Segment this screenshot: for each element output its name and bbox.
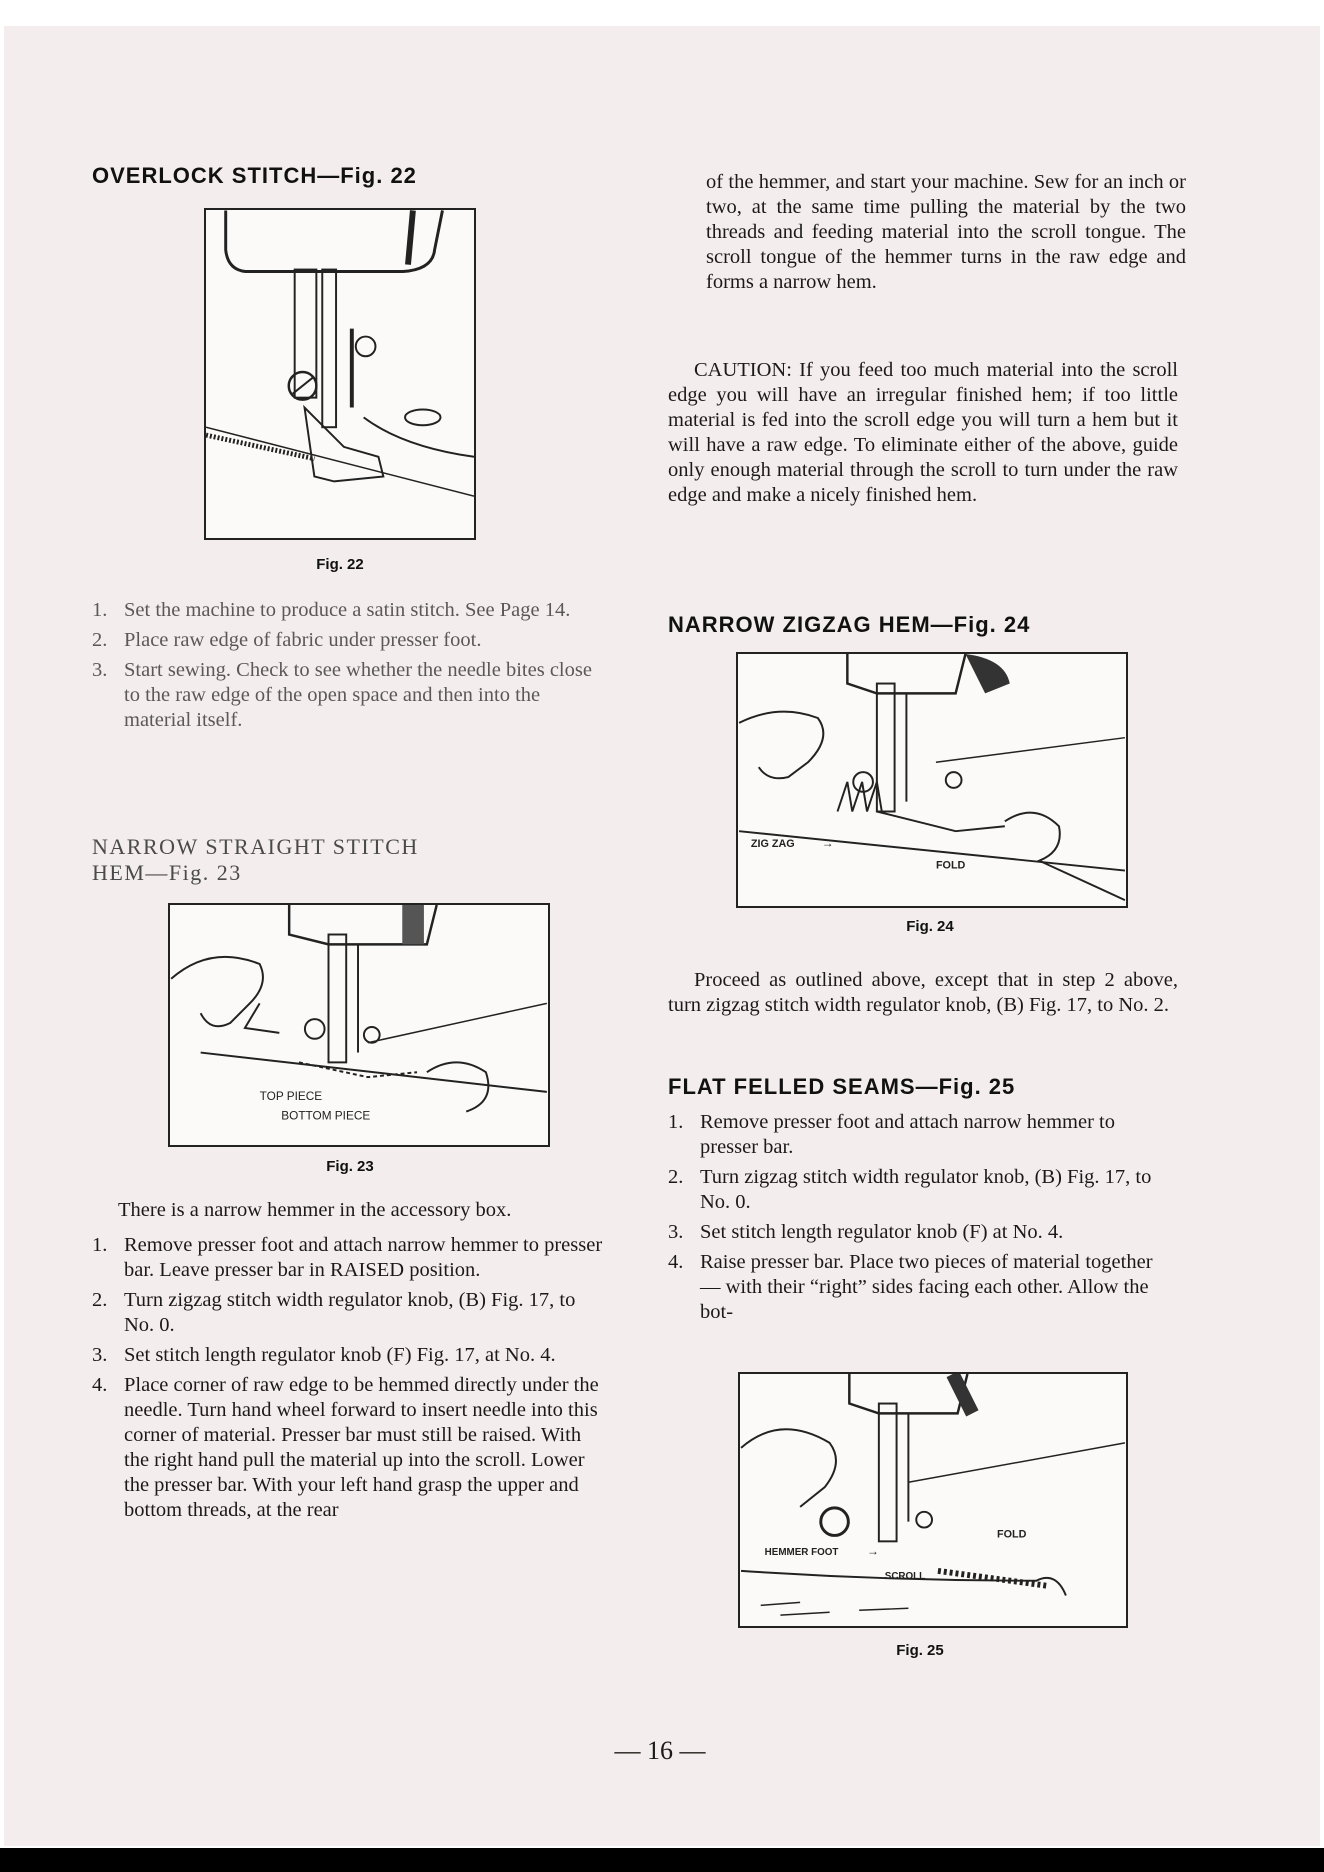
flat-felled-heading-block — [668, 1074, 1178, 1100]
hemmer-continuation-text: of the hemmer, and start your machine. Sew for an inch or two, at the same time pulling the material by the two threads and feeding material into the scroll tongue. The scroll tongue of the hemmer turns in the raw edge and forms a narrow hem. — [706, 171, 1186, 293]
overlock-heading: OVERLOCK STITCH—Fig. 22 — [92, 163, 417, 188]
fig-24-label-zigzag: ZIG ZAG — [750, 837, 795, 850]
hemmer-continuation — [706, 170, 1186, 295]
overlock-heading-block — [92, 163, 604, 189]
svg-text:→: → — [821, 835, 834, 850]
flat-felled-step-3: 3. Set stitch length regulator knob (F) at No. 4. — [668, 1221, 1064, 1243]
fig-23-label-bottom: BOTTOM PIECE — [281, 1108, 371, 1123]
flat-felled-step-2: 2. Turn zigzag stitch width regulator knob, (B) Fig. 17, to No. 0. — [668, 1166, 1152, 1213]
straight-hem-step-2: 2. Turn zigzag stitch width regulator knob, (B) Fig. 17, to No. 0. — [92, 1289, 576, 1336]
fig-23-illustration — [168, 903, 550, 1147]
overlock-machine-drawing — [206, 210, 474, 538]
fig-24-illustration — [736, 652, 1128, 908]
straight-hem-step-4: 4. Place corner of raw edge to be hemmed directly under the needle. Turn hand wheel forward to insert needle into this corner of material. Presser bar must still be raised. With the right hand pull the material up into the scroll. Lower the presser bar. With your left hand grasp the upper and bottom threads, at the rear — [92, 1374, 599, 1521]
overlock-step-3: 3. Start sewing. Check to see whether the needle bites close to the raw edge of the open space and then into the material itself. — [92, 659, 592, 731]
zigzag-hem-heading: NARROW ZIGZAG HEM—Fig. 24 — [668, 612, 1031, 637]
caution-text: CAUTION: If you feed too much material into the scroll edge you will have an irregular finished hem; if too little material is fed into the scroll edge you will turn a hem but it will have a raw edge. To eliminate either of the above, guide only enough material through the scroll to turn under the raw edge and make a nicely finished hem. — [668, 359, 1178, 506]
fig-22-illustration — [204, 208, 476, 540]
straight-hem-heading-block — [92, 834, 604, 886]
fig-25-label-fold: FOLD — [996, 1528, 1027, 1541]
straight-hem-step-1: 1. Remove presser foot and attach narrow hemmer to presser bar. Leave presser bar in RAISED position. — [92, 1234, 603, 1281]
fig-22-caption: Fig. 22 — [316, 556, 364, 573]
bottom-border — [0, 1848, 1324, 1872]
fig-25-label-scroll: SCROLL — [884, 1570, 926, 1582]
fig-25-label-hemmer: HEMMER FOOT — [764, 1547, 839, 1559]
straight-hem-heading: NARROW STRAIGHT STITCH HEM—Fig. 23 — [92, 834, 419, 885]
svg-text:→: → — [867, 1544, 879, 1559]
zigzag-hem-text: Proceed as outlined above, except that in step 2 above, turn zigzag stitch width regulator knob, (B) Fig. 17, to No. 2. — [668, 969, 1178, 1016]
caution-block — [668, 358, 1178, 508]
flat-felled-step-1: 1. Remove presser foot and attach narrow hemmer to presser bar. — [668, 1111, 1115, 1158]
flat-felled-heading: FLAT FELLED SEAMS—Fig. 25 — [668, 1074, 1016, 1099]
straight-hem-body — [92, 1198, 604, 1528]
fig-23-caption: Fig. 23 — [326, 1158, 374, 1175]
fig-24-label-fold: FOLD — [935, 859, 966, 872]
fig-25-caption: Fig. 25 — [896, 1642, 944, 1659]
narrow-hemmer-drawing — [170, 905, 548, 1145]
flat-felled-step-4: 4. Raise presser bar. Place two pieces of material together — with their “right” sides facing each other. Allow the bot- — [668, 1251, 1153, 1323]
overlock-step-2: 2. Place raw edge of fabric under presser foot. — [92, 629, 482, 651]
page-number: — 16 — — [614, 1736, 706, 1765]
flat-felled-steps — [668, 1110, 1178, 1330]
flat-felled-drawing — [740, 1374, 1126, 1626]
fig-24-caption: Fig. 24 — [906, 918, 954, 935]
zigzag-hem-body — [668, 968, 1178, 1018]
overlock-step-1: 1. Set the machine to produce a satin stitch. See Page 14. — [92, 599, 571, 621]
straight-hem-step-3: 3. Set stitch length regulator knob (F) Fig. 17, at No. 4. — [92, 1344, 556, 1366]
fig-25-illustration — [738, 1372, 1128, 1628]
fig-23-label-top: TOP PIECE — [259, 1088, 323, 1103]
zigzag-hem-heading-block — [668, 612, 1178, 638]
overlock-steps — [92, 598, 604, 738]
zigzag-hem-drawing — [738, 654, 1126, 906]
straight-hem-intro: There is a narrow hemmer in the accessory box. — [118, 1199, 512, 1221]
